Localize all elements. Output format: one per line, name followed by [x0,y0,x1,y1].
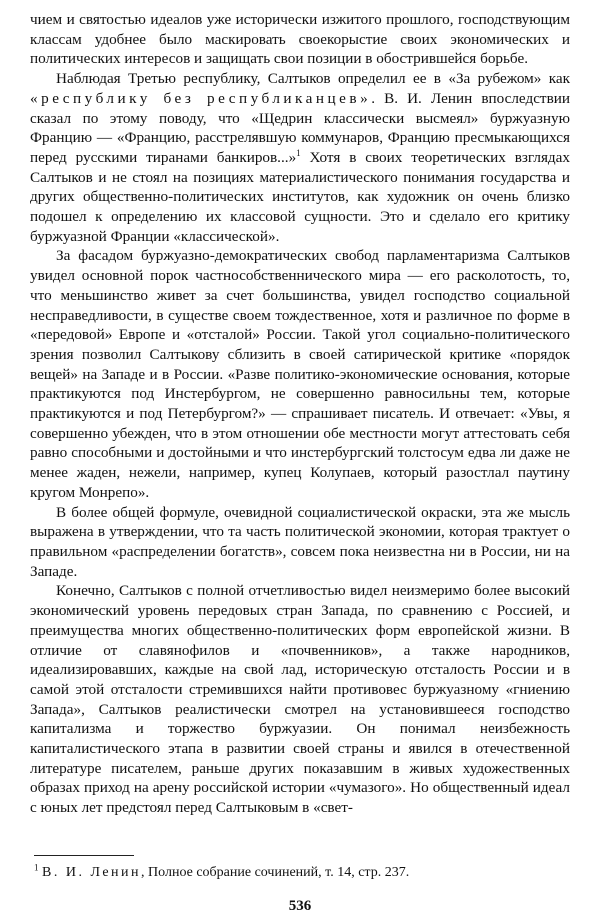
paragraph-2-intro: Наблюдая Третью республику, Салтыков определил ее в «За рубежом» как [56,70,570,88]
footnote-marker[interactable]: 1 [296,147,301,158]
paragraph-1: чием и святостью идеалов уже исторически изжитого прошлого, господствующим классам удобнее было маскировать своекорыстие своих экономических и политических интересов и защищать свои позиции в обострившейся борьбе. [30,11,570,68]
footnote-divider [34,855,134,856]
paragraph-2-tail: Хотя в своих теоретических взглядах Салтыков и не стоял на позициях материалистического понимания государства и других общественно-политических институтов, как художник он очень близко подошел к определению их классовой сущности. Это и сделало его критику буржуазной Франции «классической». [30,148,570,245]
page-body [30,10,570,818]
page-number: 536 [288,898,312,914]
paragraph-2 [30,69,570,246]
spaced-quote: «республику без республиканцев» [30,89,372,107]
footnote-number: 1 [34,862,39,873]
footnote-author: В. И. Ленин [42,865,142,880]
footnote-text: , Полное собрание сочинений, т. 14, стр. 237. [141,865,410,880]
paragraph-5: Конечно, Салтыков с полной отчетливостью видел неизмеримо более высокий экономический уровень передовых стран Запада, по сравнению с Россией, и преимущества многих общественно-политических форм европейской жизни. В отличие от славянофилов и «почвенников», а также народников, идеализировавших, каждые на свой лад, историческую отсталость России и в самой этой отсталости стремившихся найти противовес буржуазному «гниению Запада», Салтыков реалистически смотрел на установившееся господство капитализма и торжество буржуазии. Он понимал неизбежность капиталистического этапа в развитии своей страны и явился в отечественной литературе писателем, раньше других показавшим в живых художественных образах приход на арену российской истории «чумазого». Но общественный идеал с юных лет предстоял перед Салтыковым в «свет- [30,582,570,817]
paragraph-3: За фасадом буржуазно-демократических свобод парламентаризма Салтыков увидел основной порок частнособственнического мира — его расколотость, то, что меньшинство живет за счет большинства, увидел господство социальной несправедливости, в существе своем тождественное, хотя и различное по форме в «передовой» Европе и «отсталой» России. Такой угол социально-политического зрения позволил Салтыкову сблизить в своей сатирической критике «порядок вещей» на Западе и в России. «Разве политико-экономические основания, которые практикуются под Инстербургом, не совершенно равносильны тем, которые практикуются и под Петербургом?» — спрашивает писатель. И отвечает: «Увы, я совершенно убежден, что в этом отношении обе местности могут аттестовать себя равно способными и достойными и что инстербургский толстосум едва ли даже не менее жаден, нежели, например, купец Колупаев, который разостлал паутину кругом Монрепо». [30,247,570,501]
paragraph-4: В более общей формуле, очевидной социалистической окраски, эта же мысль выражена в утверждении, что та часть политической экономии, которая трактует о правильном «распределении богатств», совсем пока неизвестна ни в России, ни на Западе. [30,503,570,580]
footnote [34,864,554,882]
paragraph-2-lenin-quote: . В. И. Ленин впоследствии сказал по этому поводу, что «Щедрин классически высмеял» буржуазную Францию — «Францию, расстрелявшую коммунаров, Францию пресмыкающихся перед русскими тиранами банкиров...» [30,89,570,166]
